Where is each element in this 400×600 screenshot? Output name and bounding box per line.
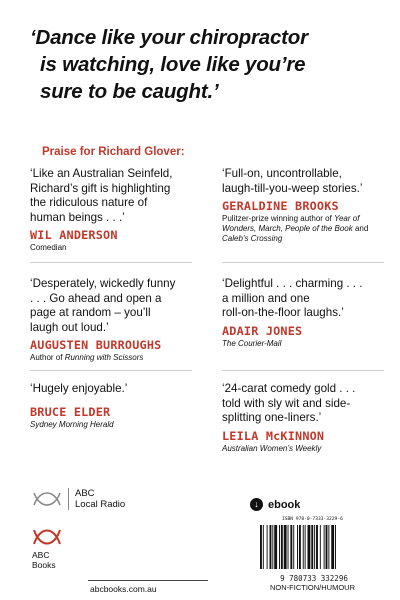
tagline-line-3: sure to be caught.’ xyxy=(40,80,219,103)
quote-line: Richard’s gift is highlighting xyxy=(30,181,171,195)
quote-line: laugh out loud.’ xyxy=(30,320,109,334)
quote-leila-mckinnon xyxy=(222,382,392,454)
download-icon: ↓ xyxy=(250,498,263,511)
quote-line: ‘Hugely enjoyable.’ xyxy=(30,382,128,395)
quote-bruce-elder xyxy=(30,382,190,430)
logo-divider xyxy=(68,488,69,510)
isbn-text: ISBN 978-0-7333-3229-6 xyxy=(282,517,343,522)
quote-line: ‘24-carat comedy gold . . . xyxy=(222,382,356,395)
quote-line: ‘Delightful . . . charming . . . xyxy=(222,277,363,290)
tagline-line-1: ‘Dance like your chiropractor xyxy=(30,26,308,49)
quote-augusten-burroughs xyxy=(30,277,190,363)
quote-line: told with sly wit and side- xyxy=(222,396,351,410)
quote-source: Australian Women’s Weekly xyxy=(222,443,322,453)
quote-line: ‘Desperately, wickedly funny xyxy=(30,277,176,290)
quote-author: BRUCE ELDER xyxy=(30,404,111,419)
quote-author: WIL ANDERSON xyxy=(30,228,118,242)
quote-adair-jones xyxy=(222,277,392,349)
url-rule xyxy=(88,580,208,581)
quote-wil-anderson xyxy=(30,167,190,253)
quote-text xyxy=(222,277,392,321)
quote-line: the ridiculous nature of xyxy=(30,196,148,209)
ebook-badge xyxy=(250,498,300,511)
quote-line: a million and one xyxy=(222,291,310,305)
quote-source: Sydney Morning Herald xyxy=(30,419,114,429)
quote-author: LEILA McKINNON xyxy=(222,428,325,443)
quote-line: splitting one-liners.’ xyxy=(222,411,322,424)
quote-line: human beings . . .’ xyxy=(30,210,125,224)
book-category: NON-FICTION/HUMOUR xyxy=(270,583,355,592)
cover-tagline xyxy=(30,24,380,105)
publisher-website: abcbooks.com.au xyxy=(90,584,157,594)
ebook-label: ebook xyxy=(268,498,301,511)
quote-author: GERALDINE BROOKS xyxy=(222,199,339,213)
barcode-digits: 9 780733 332296 xyxy=(280,574,348,583)
quote-source: Pulitzer-prize winning author of Year of Wonders, March, People of the Book and Caleb’s Crossing xyxy=(222,214,369,243)
quote-source: Comedian xyxy=(30,243,67,252)
tagline-line-2: is watching, love like you’re xyxy=(40,53,306,76)
quote-line: ‘Full-on, uncontrollable, xyxy=(222,167,342,180)
quote-geraldine-brooks xyxy=(222,167,392,244)
praise-heading: Praise for Richard Glover: xyxy=(42,146,185,158)
abc-local-radio-logo xyxy=(32,488,125,510)
abc-lissajous-icon xyxy=(32,491,62,507)
quote-line: roll-on-the-floor laughs.’ xyxy=(222,306,344,319)
quote-text xyxy=(30,277,190,335)
quote-text xyxy=(30,167,190,225)
quote-author: ADAIR JONES xyxy=(222,323,303,338)
abc-books-label: ABC Books xyxy=(32,550,56,570)
divider xyxy=(222,370,384,371)
quote-text xyxy=(222,382,392,426)
barcode-bars xyxy=(258,525,370,569)
quote-line: page at random – you’ll xyxy=(30,306,151,319)
quote-author: AUGUSTEN BURROUGHS xyxy=(30,338,162,352)
quote-text xyxy=(30,382,190,397)
divider xyxy=(30,370,192,371)
barcode xyxy=(258,525,370,583)
abc-local-radio-label: ABC Local Radio xyxy=(75,488,126,510)
abc-books-logo xyxy=(32,528,62,570)
quote-source: The Courier-Mail xyxy=(222,338,282,348)
quote-line: laugh-till-you-weep stories.’ xyxy=(222,181,363,195)
quote-source: Author of Running with Scissors xyxy=(30,353,144,362)
quote-text xyxy=(222,167,392,196)
abc-books-lissajous-icon xyxy=(32,528,62,546)
quote-line: . . . Go ahead and open a xyxy=(30,291,162,305)
quote-line: ‘Like an Australian Seinfeld, xyxy=(30,167,173,180)
divider xyxy=(222,262,384,263)
divider xyxy=(30,262,192,263)
